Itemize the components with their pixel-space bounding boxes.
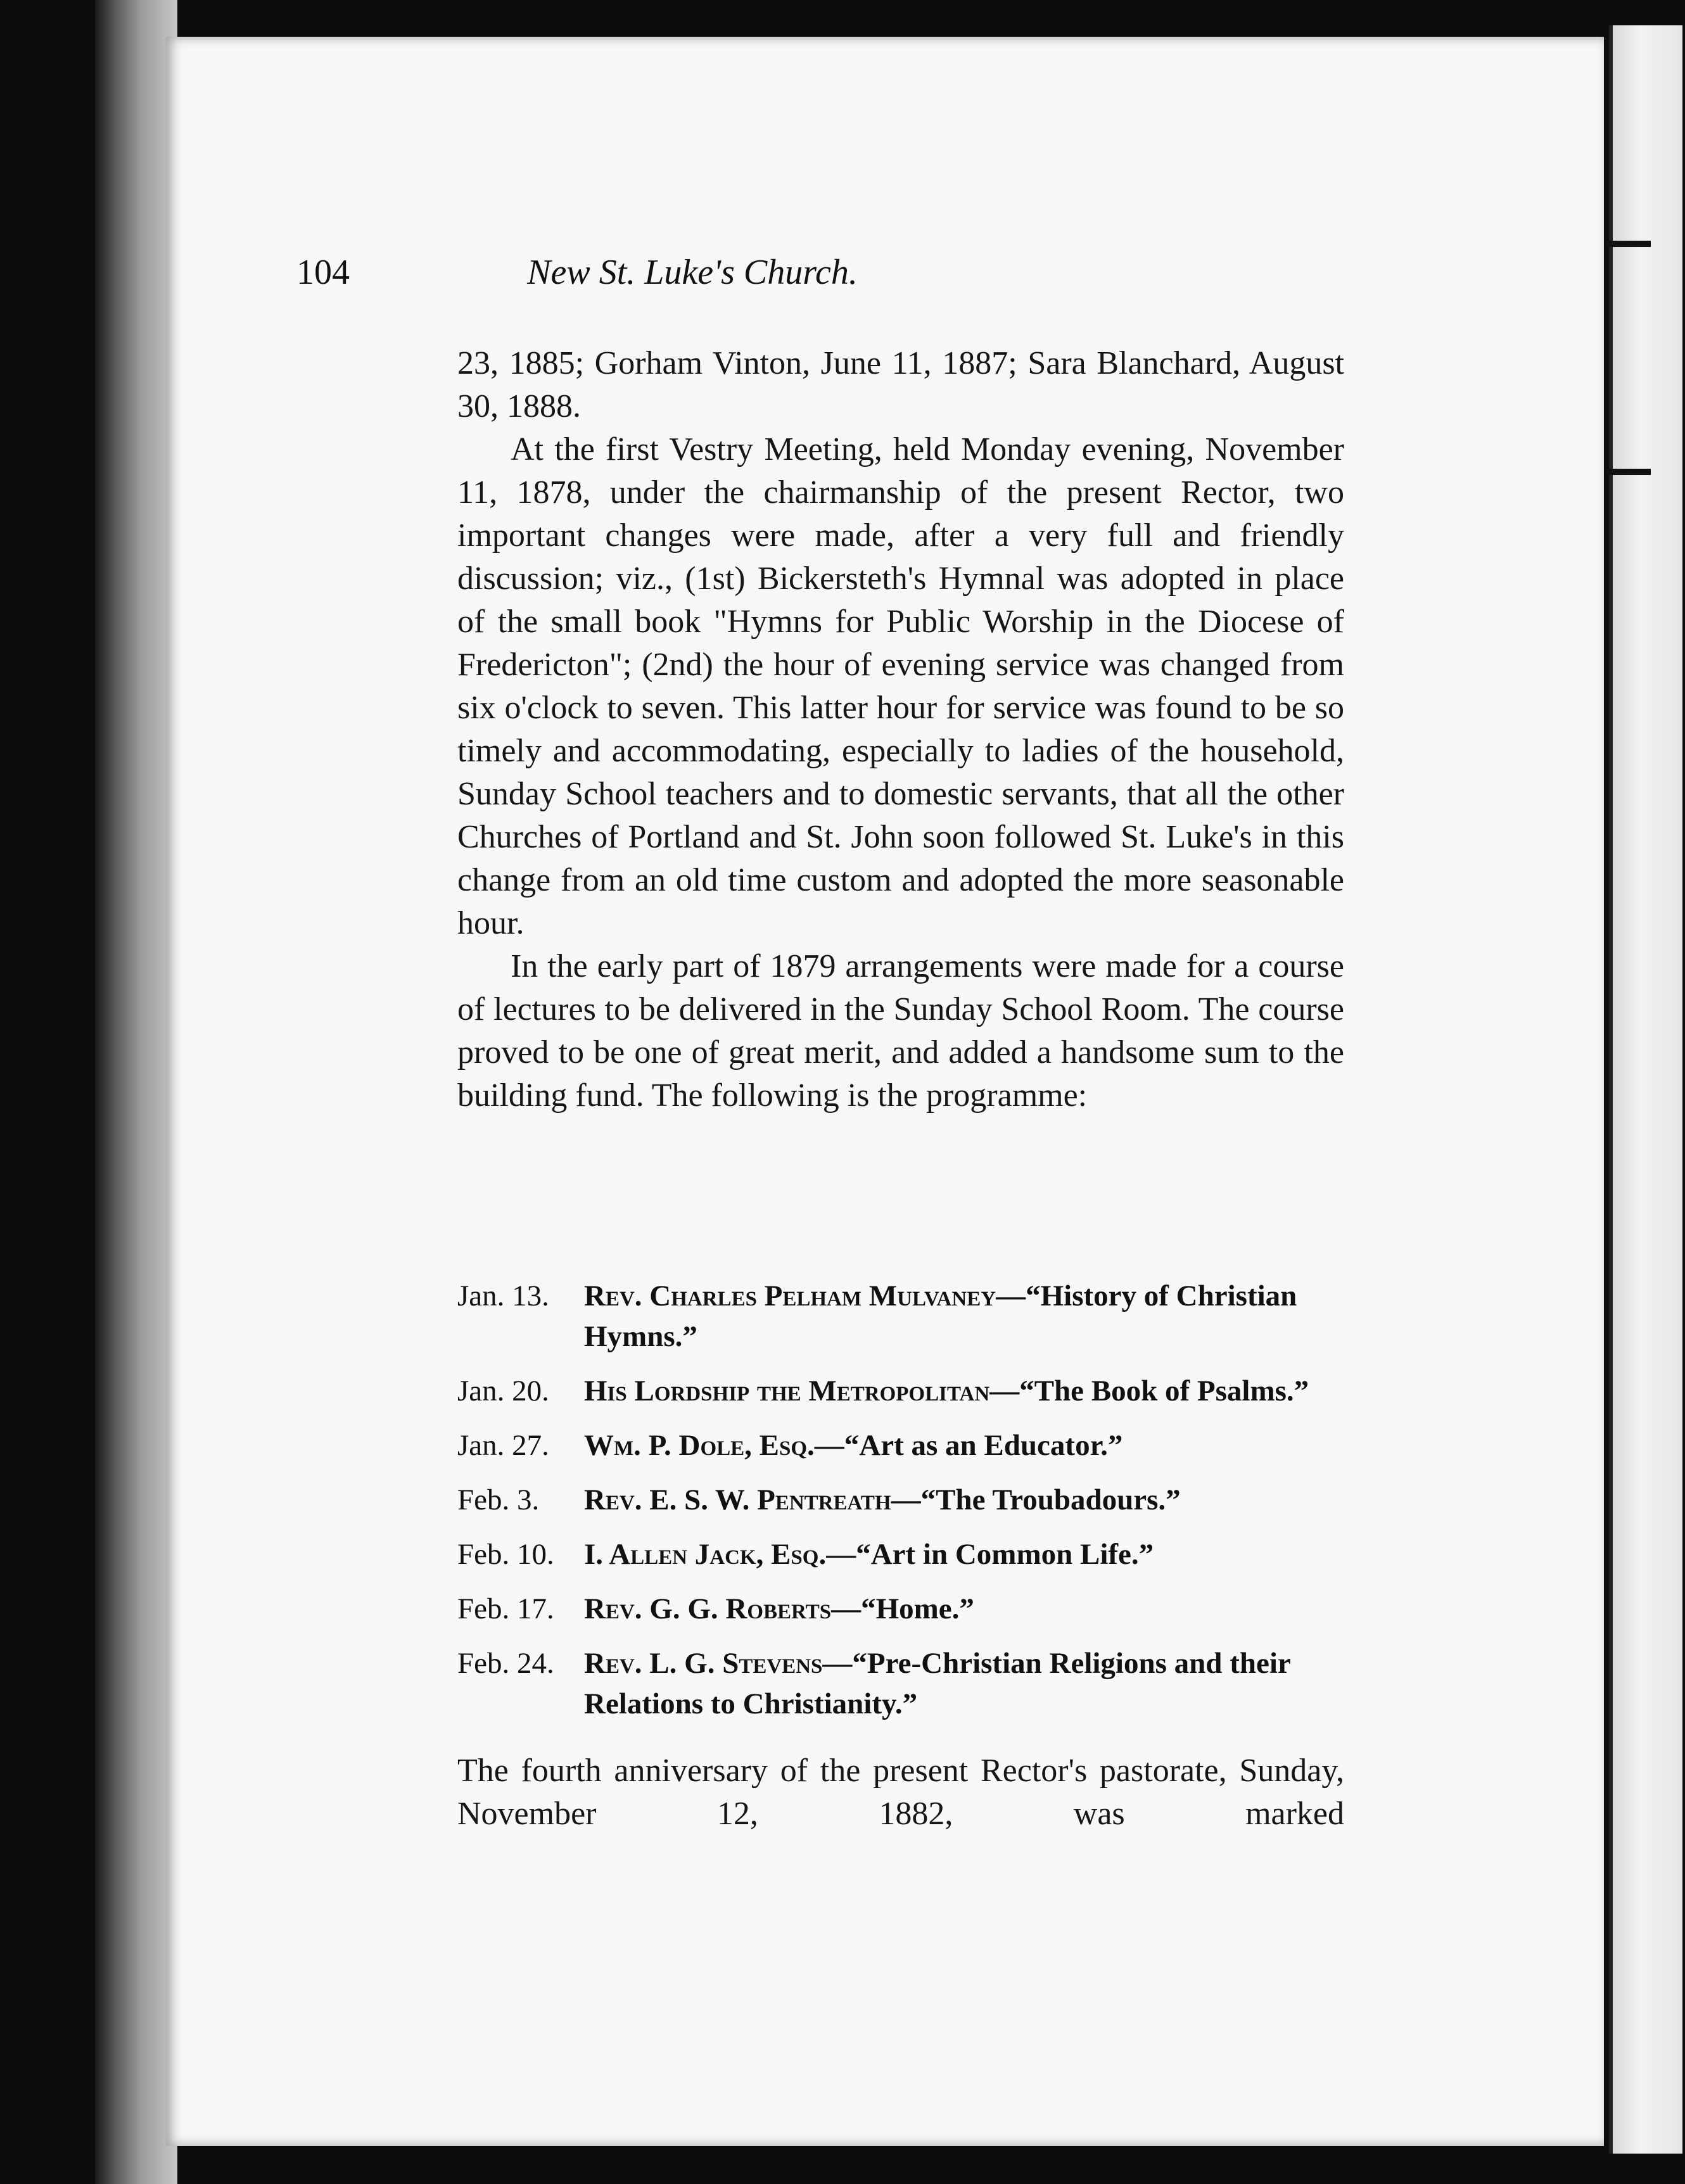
lecture-item xyxy=(457,1643,1344,1724)
lecture-speaker: Rev. G. G. Roberts xyxy=(584,1592,832,1625)
page-header xyxy=(296,252,1088,303)
lecture-date: Jan. 27. xyxy=(457,1429,549,1462)
lecture-title: —“The Book of Psalms.” xyxy=(989,1375,1309,1407)
adjacent-page-edge xyxy=(1609,25,1682,2154)
lecture-item xyxy=(457,1371,1344,1411)
lecture-speaker: Rev. L. G. Stevens xyxy=(584,1647,823,1680)
paragraph-vestry-meeting: At the first Vestry Meeting, held Monday evening, November 11, 1878, under the chairmanship of the present Rector, two important changes were made, after a very full and friendly discussion; viz., (1st) Bickersteth's Hymnal was adopted in place of the small book "Hymns for Public Worship in the Diocese of Fredericton"; (2nd) the hour of evening service was changed from six o'clock to seven. This latter hour for service was found to be so timely and accommodating, especially to ladies of the household, Sunday School teachers and to domestic servants, that all the other Churches of Portland and St. John soon followed St. Luke's in this change from an old time custom and adopted the more seasonable hour. xyxy=(457,431,1344,941)
lecture-speaker: I. Allen Jack, Esq. xyxy=(584,1538,827,1571)
lecture-title: —“Art as an Educator.” xyxy=(814,1429,1123,1462)
lecture-title: —“Home.” xyxy=(831,1592,974,1625)
lecture-title: —“The Troubadours.” xyxy=(891,1483,1181,1516)
lecture-date: Feb. 3. xyxy=(457,1483,540,1516)
lecture-item xyxy=(457,1276,1344,1357)
paragraph-lecture-course: In the early part of 1879 arrangements were made for a course of lectures to be delivered in the Sunday School Room. The course proved to be one of great merit, and added a handsome sum to the building fund. The following is the programme: xyxy=(457,948,1344,1114)
lecture-item xyxy=(457,1534,1344,1575)
page-number: 104 xyxy=(296,253,350,292)
running-head: New St. Luke's Church. xyxy=(527,253,858,292)
lecture-programme xyxy=(457,1276,1344,1738)
paragraph-anniversary: The fourth anniversary of the present Rector's pastorate, Sunday, November 12, 1882, was marked xyxy=(457,1753,1344,1832)
paragraph-continuation: 23, 1885; Gorham Vinton, June 11, 1887; Sara Blanchard, August 30, 1888. xyxy=(457,345,1344,424)
body-text xyxy=(457,342,1344,1117)
lecture-item xyxy=(457,1425,1344,1466)
lecture-speaker: Rev. E. S. W. Pentreath xyxy=(584,1483,891,1516)
lecture-title: —“Pre-Christian Religions and their Relations to Christianity.” xyxy=(584,1647,1290,1720)
lecture-date: Feb. 24. xyxy=(457,1647,554,1680)
lecture-date: Feb. 10. xyxy=(457,1538,554,1571)
lecture-speaker: Wm. P. Dole, Esq. xyxy=(584,1429,815,1462)
lecture-title: —“History of Christian Hymns.” xyxy=(584,1279,1297,1353)
lecture-title: —“Art in Common Life.” xyxy=(826,1538,1154,1571)
lecture-speaker: Rev. Charles Pelham Mulvaney xyxy=(584,1279,996,1312)
lecture-item xyxy=(457,1480,1344,1520)
lecture-item xyxy=(457,1589,1344,1629)
lecture-date: Jan. 20. xyxy=(457,1375,549,1407)
lecture-date: Feb. 17. xyxy=(457,1592,554,1625)
book-spine-edge xyxy=(95,0,177,2184)
lecture-date: Jan. 13. xyxy=(457,1279,549,1312)
lecture-speaker: His Lordship the Metropolitan xyxy=(584,1375,990,1407)
